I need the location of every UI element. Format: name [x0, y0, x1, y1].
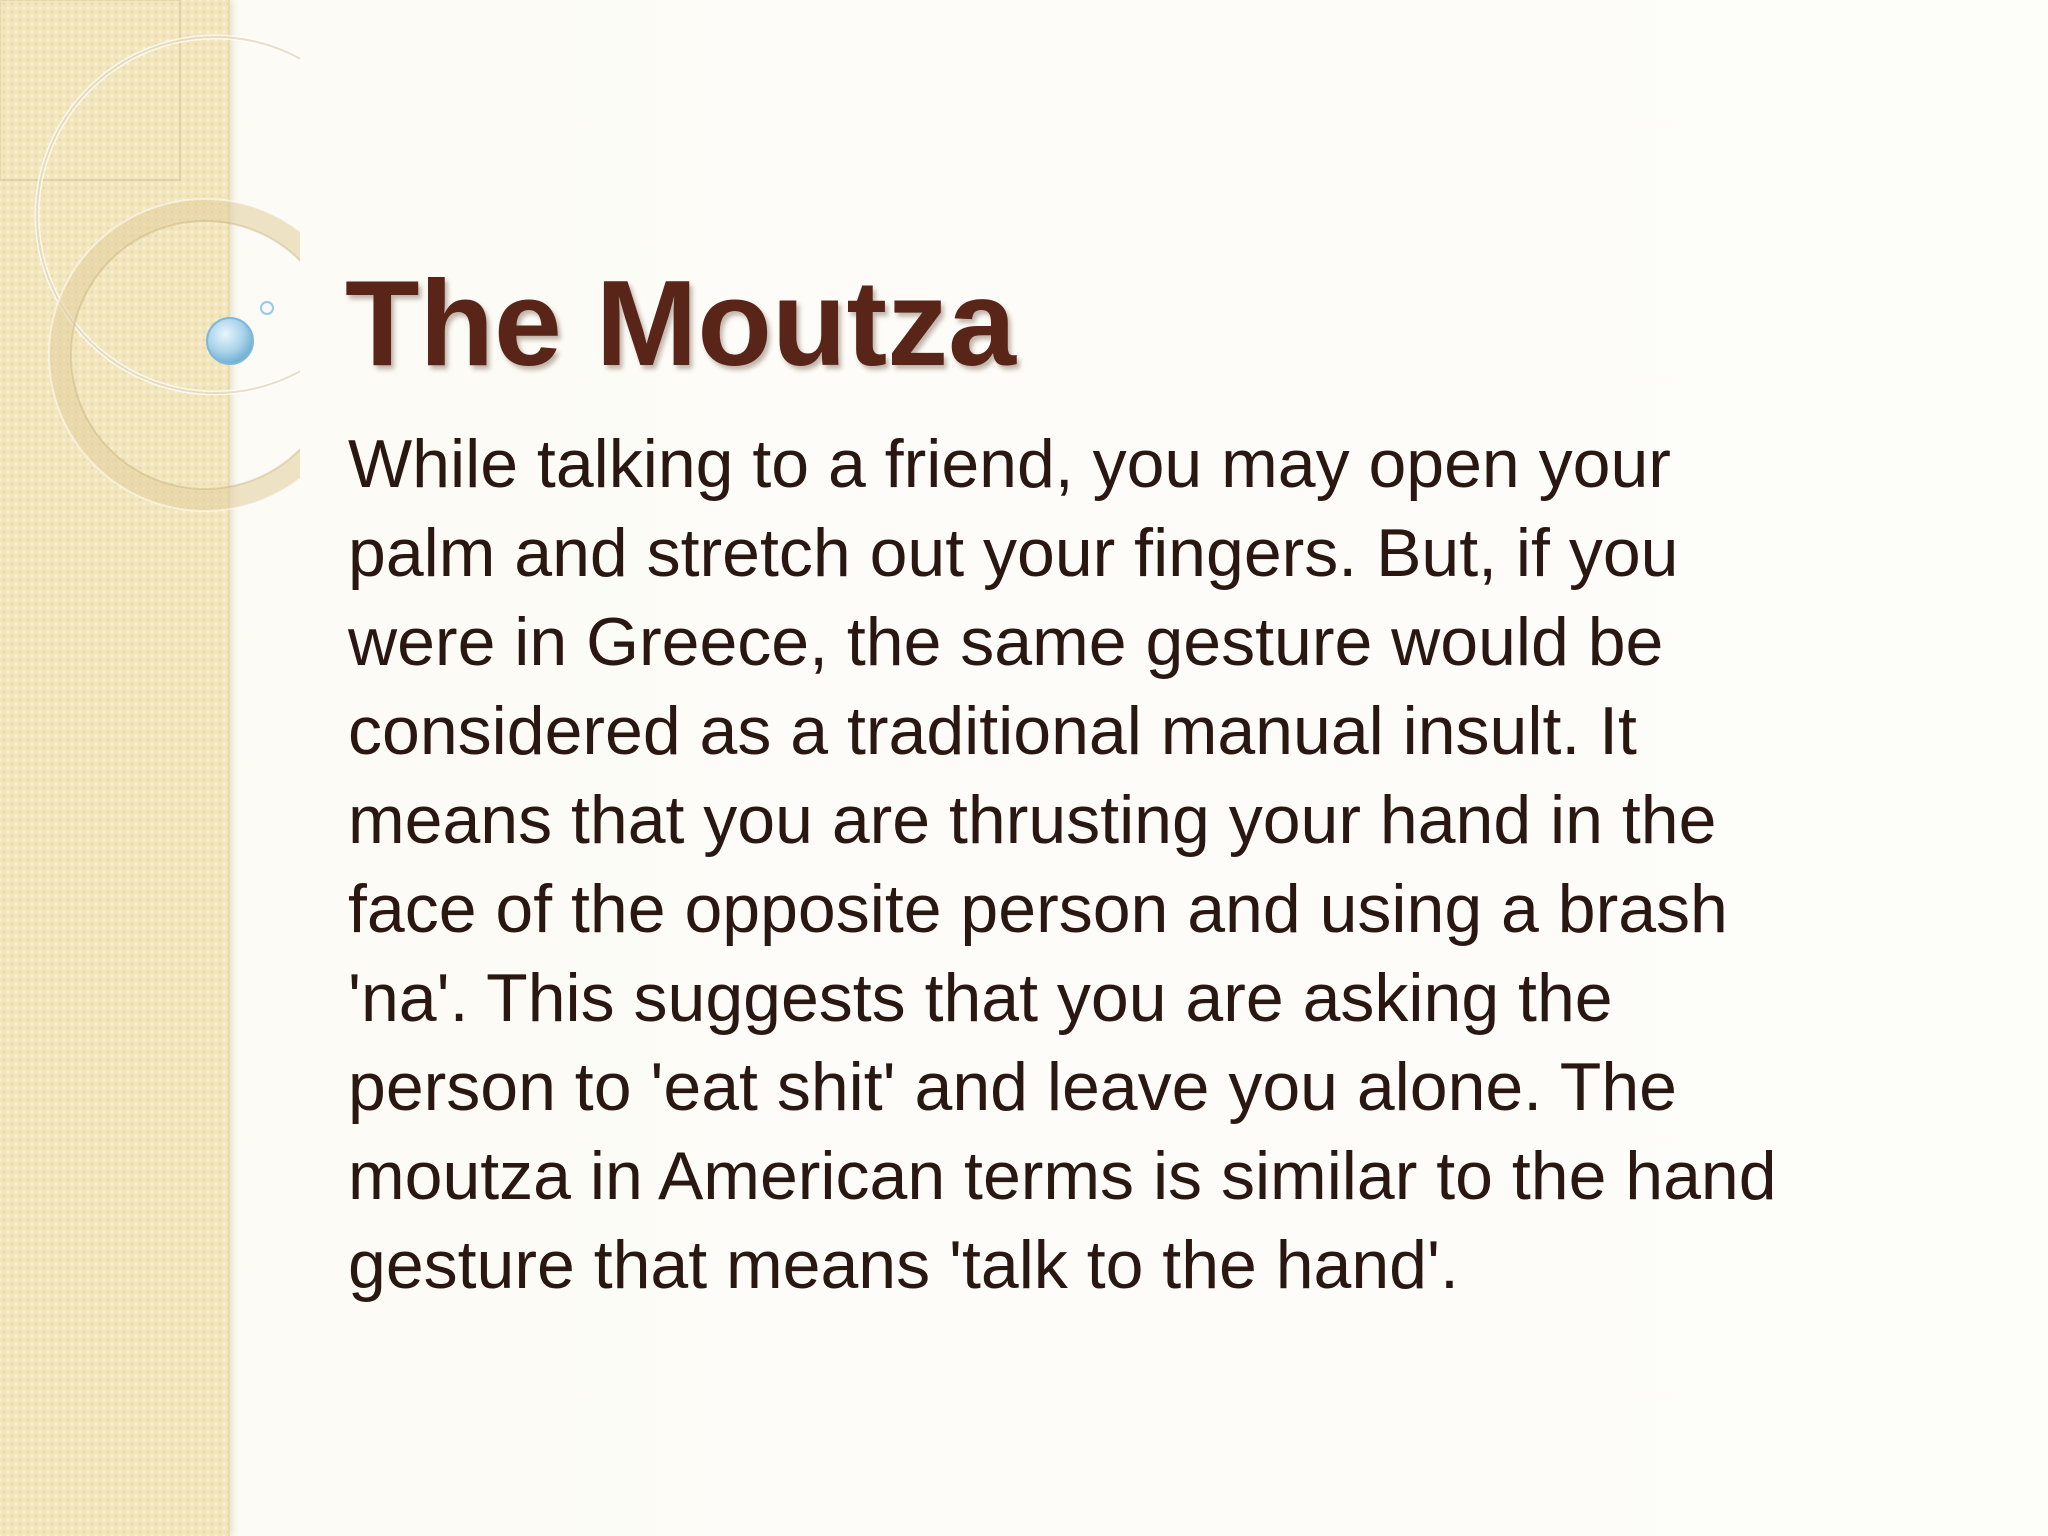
- body-line: considered as a traditional manual insult. It: [348, 693, 1637, 769]
- body-line: gesture that means 'talk to the hand'.: [348, 1227, 1459, 1303]
- body-line: means that you are thrusting your hand in the: [348, 782, 1717, 858]
- body-line: were in Greece, the same gesture would be: [348, 604, 1664, 680]
- body-line: person to 'eat shit' and leave you alone. The: [348, 1049, 1677, 1125]
- decorative-rings: [0, 0, 300, 520]
- body-line: face of the opposite person and using a brash: [348, 871, 1728, 947]
- body-line: While talking to a friend, you may open your: [348, 426, 1671, 502]
- body-line: moutza in American terms is similar to the hand: [348, 1138, 1777, 1214]
- slide-body: [348, 420, 1988, 1310]
- body-line: palm and stretch out your fingers. But, if you: [348, 515, 1679, 591]
- bullet-bubble-icon: [200, 298, 280, 378]
- body-line: 'na'. This suggests that you are asking the: [348, 960, 1613, 1036]
- slide-title: The Moutza: [345, 255, 1016, 391]
